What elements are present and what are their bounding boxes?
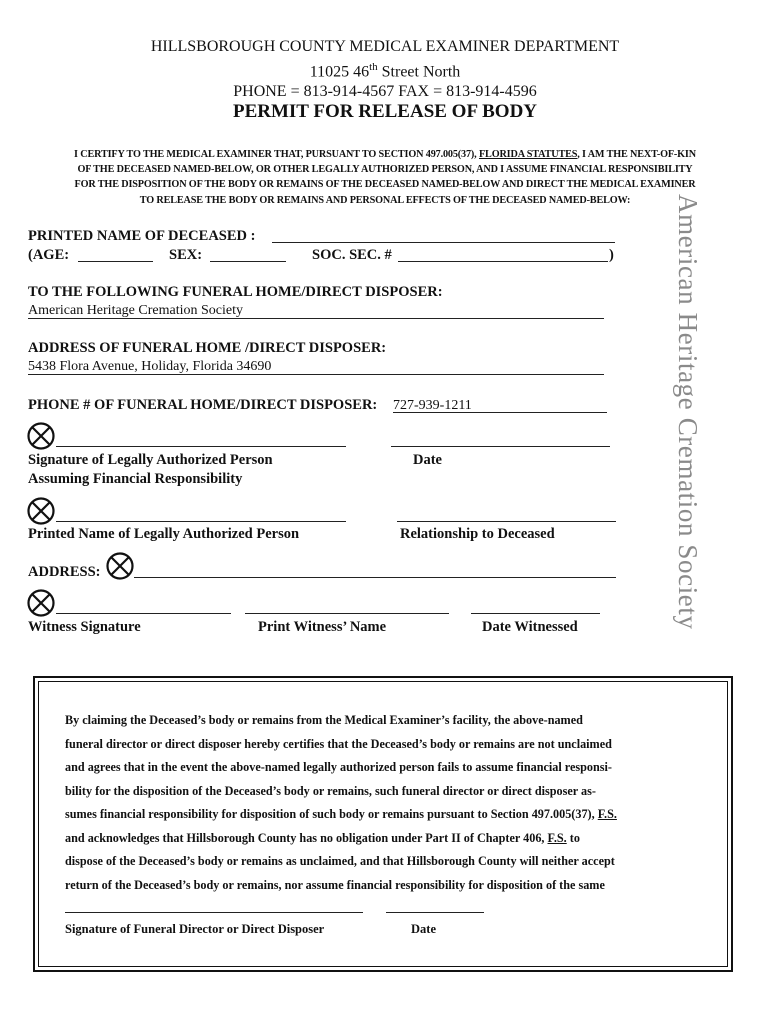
funeral-home-address-line bbox=[28, 374, 604, 375]
funeral-home-phone-line bbox=[393, 412, 607, 413]
signature-date-field[interactable] bbox=[391, 446, 610, 447]
relationship-field[interactable] bbox=[397, 521, 616, 522]
witness-signature-field[interactable] bbox=[56, 613, 231, 614]
printed-name-field[interactable] bbox=[56, 521, 346, 522]
address-label: ADDRESS: bbox=[28, 564, 101, 580]
paragraph-line: funeral director or direct disposer hereby certifies that the Deceased’s body or remains are not unclaimed bbox=[65, 736, 612, 751]
sign-here-x-icon bbox=[27, 497, 55, 525]
sex-label: SEX: bbox=[169, 247, 203, 263]
witness-name-label: Print Witness’ Name bbox=[258, 619, 387, 635]
certification-line-1: I CERTIFY TO THE MEDICAL EXAMINER THAT, PURSUANT TO SECTION 497.005(37), FLORIDA STATUTES, I AM THE NEXT-OF-KIN bbox=[74, 149, 696, 160]
certification-line-2: OF THE DECEASED NAMED-BELOW, OR OTHER LEGALLY AUTHORIZED PERSON, AND I ASSUME FINANCIAL RESPONSIBILITY bbox=[77, 164, 693, 175]
age-label: (AGE: bbox=[28, 247, 70, 263]
disposer-signature-field[interactable] bbox=[65, 912, 363, 913]
funeral-home-phone: 727-939-1211 bbox=[393, 398, 472, 413]
funeral-home-address: 5438 Flora Avenue, Holiday, Florida 34690 bbox=[28, 359, 272, 374]
page-title: PERMIT FOR RELEASE OF BODY bbox=[232, 101, 538, 122]
paragraph-line: bility for the disposition of the Deceased’s body or remains, such funeral director or direct disposer as- bbox=[65, 783, 596, 798]
paragraph-line: and acknowledges that Hillsborough County has no obligation under Part II of Chapter 406, F.S. to bbox=[65, 830, 580, 845]
funeral-home-label: TO THE FOLLOWING FUNERAL HOME/DIRECT DISPOSER: bbox=[28, 284, 443, 300]
funeral-home-phone-label: PHONE # OF FUNERAL HOME/DIRECT DISPOSER: bbox=[28, 397, 378, 413]
date-witnessed-field[interactable] bbox=[471, 613, 600, 614]
paragraph-line: sumes financial responsibility for disposition of such body or remains pursuant to Section 497.005(37), F.S. bbox=[65, 807, 617, 821]
sign-here-x-icon bbox=[27, 589, 55, 617]
disposer-date-label: Date bbox=[411, 922, 436, 936]
deceased-name-label: PRINTED NAME OF DECEASED : bbox=[28, 228, 256, 244]
signature-date-label: Date bbox=[413, 452, 442, 468]
disposer-signature-label: Signature of Funeral Director or Direct Disposer bbox=[65, 922, 325, 936]
disposer-date-field[interactable] bbox=[386, 912, 484, 913]
witness-name-field[interactable] bbox=[245, 613, 449, 614]
certification-line-4: TO RELEASE THE BODY OR REMAINS AND PERSONAL EFFECTS OF THE DECEASED NAMED-BELOW: bbox=[139, 195, 631, 206]
department-name: HILLSBOROUGH COUNTY MEDICAL EXAMINER DEPARTMENT bbox=[150, 38, 620, 55]
ssn-field[interactable] bbox=[398, 261, 608, 262]
printed-name-label: Printed Name of Legally Authorized Person bbox=[28, 526, 300, 542]
funeral-home-address-label: ADDRESS OF FUNERAL HOME /DIRECT DISPOSER: bbox=[28, 340, 387, 356]
deceased-name-field[interactable] bbox=[272, 242, 615, 243]
certification-line-3: FOR THE DISPOSITION OF THE BODY OR REMAINS OF THE DECEASED NAMED-BELOW AND DIRECT THE MEDICAL EXAMINER bbox=[74, 179, 696, 190]
witness-signature-label: Witness Signature bbox=[28, 619, 141, 635]
signature-label-line-1: Signature of Legally Authorized Person bbox=[28, 452, 273, 468]
relationship-label: Relationship to Deceased bbox=[400, 526, 555, 542]
sex-field[interactable] bbox=[210, 261, 286, 262]
paragraph-line: dispose of the Deceased’s body or remains as unclaimed, and that Hillsborough County will neither accept bbox=[65, 854, 615, 868]
paragraph-line: and agrees that in the event the above-named legally authorized person fails to assume financial responsi- bbox=[65, 760, 612, 774]
sign-here-x-icon bbox=[27, 422, 55, 450]
department-phone-fax: PHONE = 813-914-4567 FAX = 813-914-4596 bbox=[233, 83, 537, 100]
funeral-home-name-line bbox=[28, 318, 604, 319]
disposer-certification-paragraph bbox=[65, 709, 705, 897]
signature-field[interactable] bbox=[56, 446, 346, 447]
funeral-home-name: American Heritage Cremation Society bbox=[28, 303, 243, 318]
age-field[interactable] bbox=[78, 261, 153, 262]
date-witnessed-label: Date Witnessed bbox=[482, 619, 578, 635]
address-field[interactable] bbox=[134, 577, 616, 578]
paragraph-line: By claiming the Deceased’s body or remains from the Medical Examiner’s facility, the above-named bbox=[65, 713, 583, 727]
watermark-text: American Heritage Cremation Society bbox=[673, 194, 703, 630]
ssn-label: SOC. SEC. # bbox=[312, 247, 392, 263]
paragraph-line: return of the Deceased’s body or remains, nor assume financial responsibility for disposition of the same bbox=[65, 877, 605, 892]
signature-label-line-2: Assuming Financial Responsibility bbox=[28, 471, 243, 487]
sign-here-x-icon bbox=[106, 552, 134, 580]
ssn-close-paren: ) bbox=[609, 247, 614, 263]
department-street: 11025 46th Street North bbox=[309, 61, 461, 81]
